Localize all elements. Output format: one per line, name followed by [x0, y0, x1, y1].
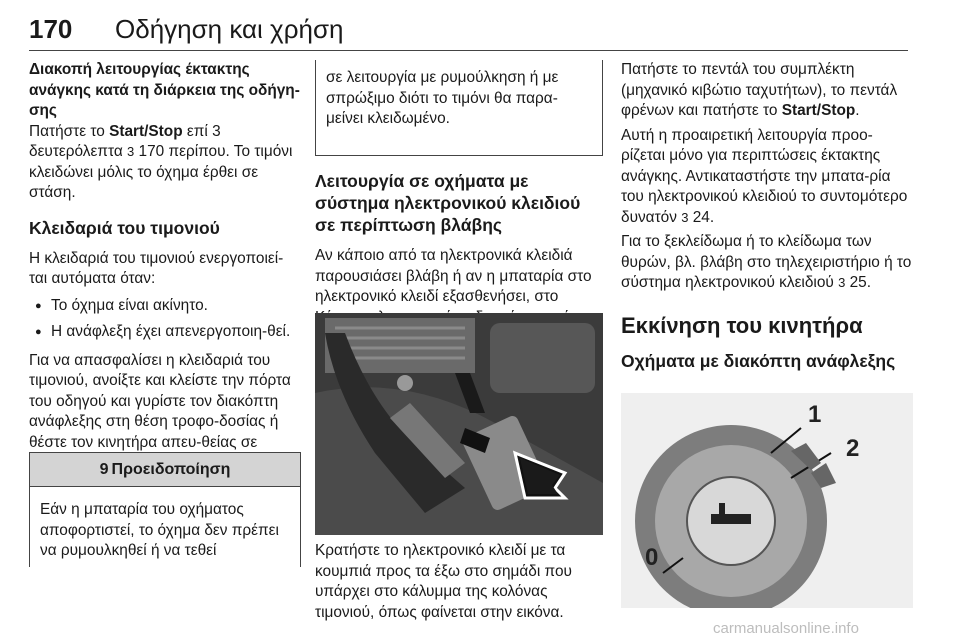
steering-column-illustration: [315, 313, 603, 535]
bullet-list: [29, 296, 301, 343]
text-run: Πατήστε το πεντάλ του συμπλέκτη (μηχανικό κιβώτιο ταχυτήτων), το πεντάλ φρένων και πατήστε το: [621, 61, 898, 119]
warning-header: [30, 453, 300, 487]
page-header: [0, 0, 960, 52]
list-item: ● Η ανάφλεξη έχει απενεργοποιη-θεί.: [29, 322, 301, 343]
text-run: 25.: [845, 274, 871, 291]
subheading-ignition-switch: Οχήματα με διακόπτη ανάφλεξης: [621, 350, 896, 371]
warning-title: Προειδοποίηση: [111, 461, 231, 478]
watermark: carmanualsonline.info: [713, 620, 859, 637]
list-item: ● Το όχημα είναι ακίνητο.: [29, 296, 301, 317]
column-2-lower: [315, 541, 603, 627]
text-run: 170 περίπου. Το τιμόνι κλειδώνει μόλις το όχημα έρθει σε στάση.: [29, 143, 293, 201]
start-stop-label: Start/Stop: [781, 102, 856, 119]
warning-triangle-icon: 9: [99, 461, 109, 478]
page-ref-icon: 3: [127, 144, 135, 159]
ignition-label-1: 1: [808, 401, 822, 428]
page-ref-icon: 3: [838, 275, 846, 290]
paragraph-key-fault: Αν κάποιο από τα ηλεκτρονικά κλειδιά παρουσιάσει βλάβη ή αν η μπαταρία στο ηλεκτρονικό κλειδί εξασθενήσει, στο: [315, 247, 592, 305]
text-run: Πατήστε το: [29, 122, 110, 140]
text-run: Αυτή η προαιρετική λειτουργία προο-ρίζεται μόνο για περιπτώσεις έκτακτης ανάγκης. Αντικαταστήστε την μπατα-ρία του ηλεκτρονικού κλειδιού το συντομότερο δυνατόν: [621, 126, 908, 226]
page-number: 170: [29, 14, 73, 44]
paragraph-door-lock: [621, 232, 913, 294]
page-ref-icon: 3: [681, 209, 689, 225]
ignition-label-2: 2: [846, 435, 860, 462]
warning-continuation-box: σε λειτουργία με ρυμούλκηση ή με σπρώξιμο διότι το τιμόνι θα παρα-μείνει κλειδωμένο.: [315, 60, 603, 156]
paragraph-emergency-stop: [29, 122, 301, 204]
chapter-title: Οδήγηση και χρήση: [115, 14, 344, 44]
ignition-switch-figure: [621, 393, 913, 608]
ignition-switch-illustration: [621, 393, 913, 608]
text-run: 24.: [688, 208, 715, 226]
warning-body: Εάν η μπαταρία του οχήματος αποφορτιστεί, το όχημα δεν πρέπει να ρυμουλκηθεί ή να τεθεί: [40, 501, 279, 559]
text-run: Για το ξεκλείδωμα ή το κλείδωμα των θυρών, βλ. βλάβη στο τηλεχειριστήριο ή το σύστημα ηλεκτρονικού κλειδιού: [621, 233, 912, 291]
text-run: επί 3 δευτερόλεπτα: [29, 122, 221, 160]
paragraph-unlock-steering: Για να απασφαλίσει η κλειδαριά του τιμονιού, ανοίξτε και κλείστε την πόρτα του οδηγού και γυρίστε τον διακόπτη ανάφλεξης στη θέση τροφο-δοσίας ή θέστε τον κινητήρα απευ-θείας σε: [29, 351, 291, 451]
section-heading-emergency-stop: Διακοπή λειτουργίας έκτακτης ανάγκης κατά τη διάρκεια της οδήγη-σης: [29, 61, 300, 119]
paragraph-steering-lock: Η κλειδαριά του τιμονιού ενεργοποιεί-ται αυτόματα όταν:: [29, 249, 284, 287]
column-3: [621, 60, 913, 382]
paragraph-hold-key: Κρατήστε το ηλεκτρονικό κλειδί με τα κουμπιά προς τα έξω στο σημάδι που υπάρχει στο κάλυμμα της κολόνας τιμονιού, όπως φαίνεται στην εικόνα.: [315, 542, 572, 621]
column-1: [29, 60, 301, 478]
header-rule: [29, 50, 908, 51]
text-run: .: [855, 102, 860, 119]
ignition-label-0: 0: [645, 544, 659, 571]
paragraph-emergency-only: [621, 126, 913, 229]
subheading-steering-lock: Κλειδαριά του τιμονιού: [29, 217, 220, 238]
steering-column-key-figure: [315, 313, 603, 535]
paragraph-press-pedals: [621, 60, 913, 122]
warning-box: [29, 452, 301, 567]
start-stop-label: Start/Stop: [109, 122, 183, 140]
subheading-electronic-key: Λειτουργία σε οχήματα με σύστημα ηλεκτρονικού κλειδιού σε περίπτωση βλάβης: [315, 171, 581, 235]
section-heading-engine-start: Εκκίνηση του κινητήρα: [621, 312, 863, 338]
